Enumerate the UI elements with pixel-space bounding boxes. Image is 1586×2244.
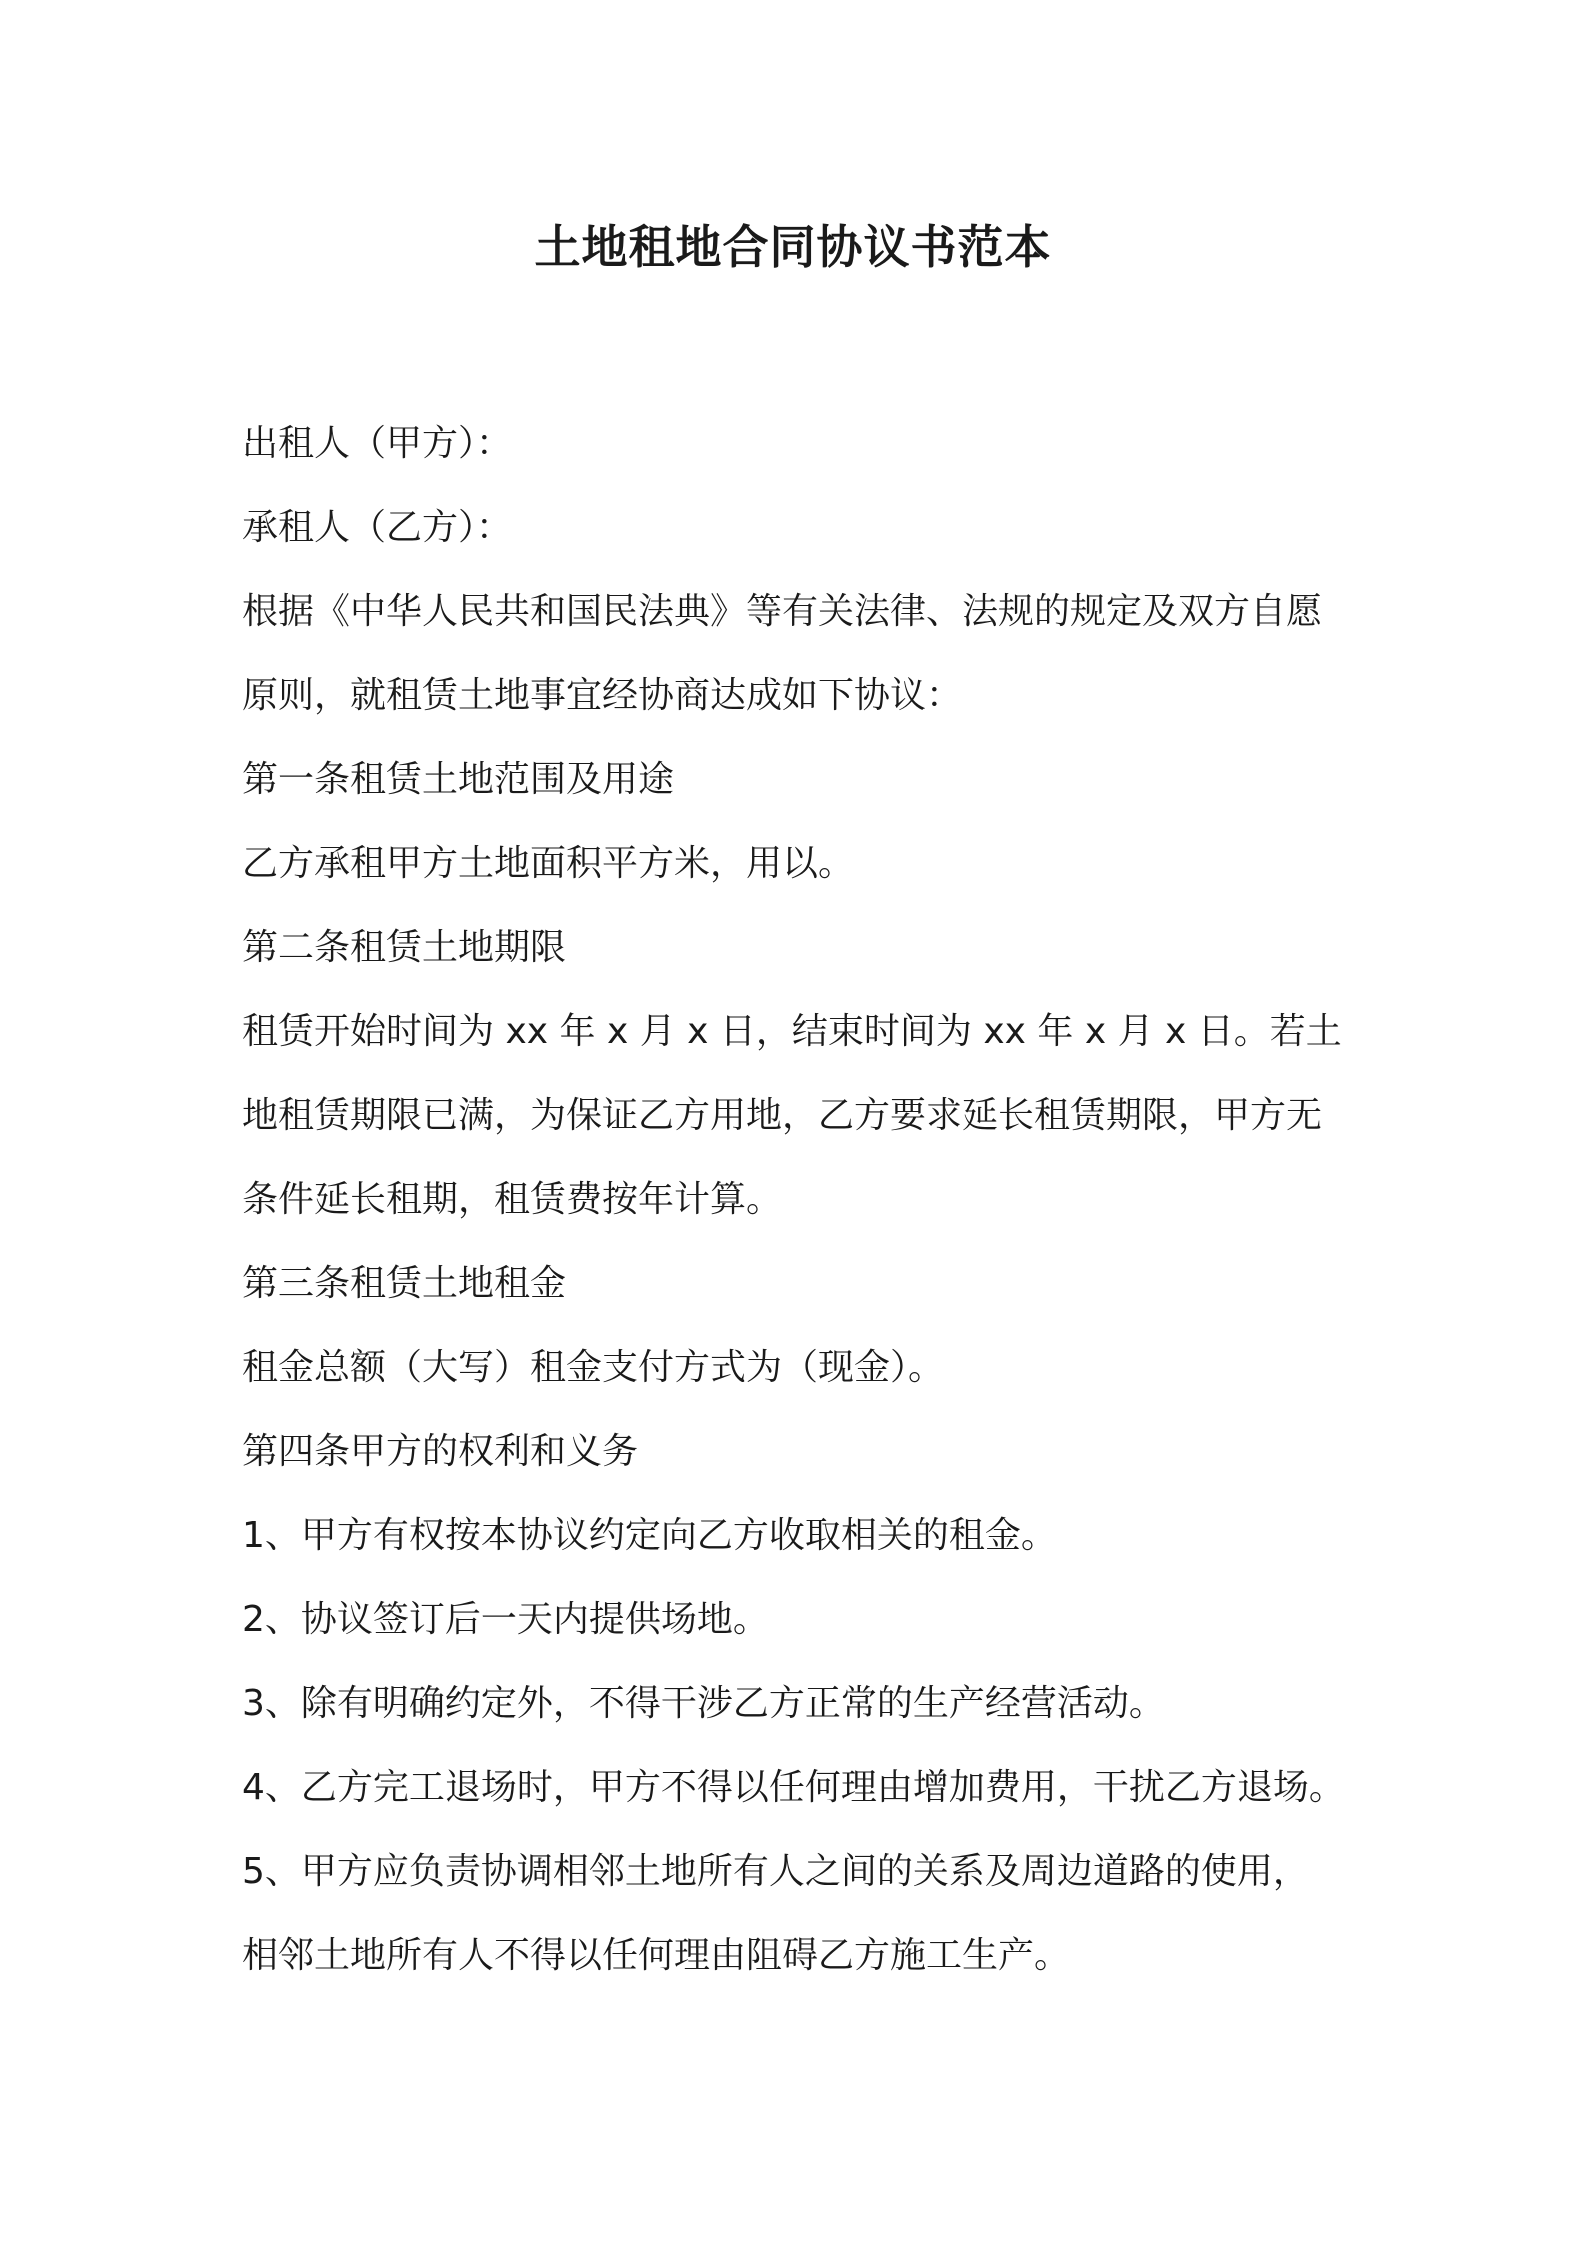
lessor-line: 出租人（甲方）：: [242, 423, 513, 464]
article-4-item-5-line-1: 5、甲方应负责协调相邻土地所有人之间的关系及周边道路的使用，: [242, 1851, 1309, 1892]
article-1-heading: 第一条租赁土地范围及用途: [242, 759, 675, 800]
article-2-text-3: 条件延长租期，租赁费按年计算。: [242, 1179, 783, 1220]
preamble-line-1: 根据《中华人民共和国民法典》等有关法律、法规的规定及双方自愿: [242, 591, 1323, 632]
document-body: [242, 402, 1372, 1998]
preamble-line-2: 原则，就租赁土地事宜经协商达成如下协议：: [242, 675, 963, 716]
article-4-item-3: 3、除有明确约定外，不得干涉乙方正常的生产经营活动。: [242, 1683, 1165, 1724]
article-2-text-2: 地租赁期限已满，为保证乙方用地，乙方要求延长租赁期限，甲方无: [242, 1095, 1323, 1136]
article-1-text: 乙方承租甲方土地面积平方米，用以。: [242, 843, 855, 884]
article-4-item-2: 2、协议签订后一天内提供场地。: [242, 1599, 769, 1640]
article-2-heading: 第二条租赁土地期限: [242, 927, 567, 968]
article-3-text: 租金总额（大写）租金支付方式为（现金）。: [242, 1347, 945, 1388]
article-2-text-1: 租赁开始时间为 xx 年 x 月 x 日，结束时间为 xx 年 x 月 x 日。若土: [242, 1011, 1342, 1052]
article-4-item-1: 1、甲方有权按本协议约定向乙方收取相关的租金。: [242, 1515, 1057, 1556]
article-4-heading: 第四条甲方的权利和义务: [242, 1431, 639, 1472]
lessee-line: 承租人（乙方）：: [242, 507, 513, 548]
article-4-item-4: 4、乙方完工退场时，甲方不得以任何理由增加费用，干扰乙方退场。: [242, 1767, 1345, 1808]
article-3-heading: 第三条租赁土地租金: [242, 1263, 567, 1304]
article-4-item-5-line-2: 相邻土地所有人不得以任何理由阻碍乙方施工生产。: [242, 1935, 1071, 1976]
document-title: 土地租地合同协议书范本: [534, 220, 1052, 274]
